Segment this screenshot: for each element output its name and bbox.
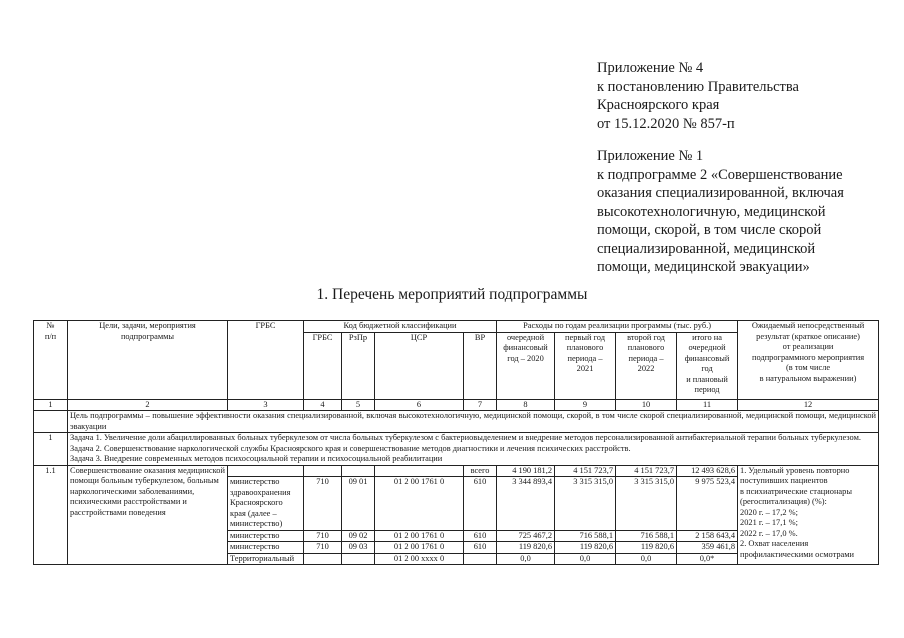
appendix-1-header (597, 147, 844, 277)
grbs-line: здравоохранения (230, 487, 291, 497)
header-goals: Цели, задачи, мероприятия подпрограммы (68, 321, 228, 400)
column-number: 12 (738, 399, 879, 411)
appendix-4-line: от 15.12.2020 № 857-п (597, 115, 735, 132)
row-2021: 3 315 315,0 (555, 477, 616, 531)
task-3-text: Задача 3. Внедрение современных методов психосоциальной терапии и психосоциальной реабилитации (70, 454, 443, 463)
result-line: 2021 г. – 17,1 %; (740, 518, 798, 527)
row-kbk-grbs: 710 (304, 530, 342, 542)
result-line: 2022 г. – 17,0 %. (740, 528, 798, 538)
result-line: поступивших пациентов (740, 476, 828, 485)
result-line: 2020 г. – 17,2 %; (740, 507, 798, 517)
grbs-line: министерство (230, 477, 280, 486)
column-number: 7 (464, 399, 497, 411)
row-vr: 610 (464, 542, 497, 554)
goal-num-cell (34, 411, 68, 433)
total-kbk-grbs-cell (304, 465, 342, 477)
column-number: 1 (34, 399, 68, 411)
appendix-1-line: специализированной, медицинской (597, 240, 816, 257)
header-kbk-vr: ВР (464, 332, 497, 399)
column-number: 5 (342, 399, 375, 411)
row-csr: 01 2 00 xxxx 0 (375, 553, 464, 565)
row-2021: 0,0 (555, 553, 616, 565)
row-vr: 610 (464, 477, 497, 531)
row-2020: 0,0 (497, 553, 555, 565)
row-vr: 610 (464, 530, 497, 542)
header-year-2022: второй год планового периода – 2022 (616, 332, 677, 399)
table-row-grbs (228, 553, 304, 565)
header-kbk-csr: ЦСР (375, 332, 464, 399)
grbs-line: Красноярского (230, 498, 283, 507)
total-grbs-cell (228, 465, 304, 477)
grbs-line: министерство (230, 542, 280, 551)
appendix-4-line: к постановлению Правительства (597, 78, 799, 95)
total-2020: 4 190 181,2 (497, 465, 555, 477)
goal-text: Цель подпрограммы – повышение эффективности оказания специализированной, включая высокотехнологичную, медицинской помощи, скорой, в том числе скорой специализированной, медицинской помощи, медицинской эвакуации (68, 411, 879, 433)
measures-table (33, 320, 879, 565)
header-num: № п/п (34, 321, 68, 400)
column-number: 2 (68, 399, 228, 411)
row-rzpr (342, 553, 375, 565)
total-sum: 12 493 628,6 (677, 465, 738, 477)
row-csr: 01 2 00 1761 0 (375, 542, 464, 554)
appendix-1-line: оказания специализированной, включая (597, 185, 844, 201)
appendix-4-header (597, 59, 799, 133)
header-grbs: ГРБС (228, 321, 304, 400)
total-2022: 4 151 723,7 (616, 465, 677, 477)
header-year-2020: очередной финансовый год – 2020 (497, 332, 555, 399)
grbs-line: министерство (230, 530, 280, 540)
column-number: 11 (677, 399, 738, 411)
header-kbk-grbs: ГРБС (304, 332, 342, 399)
header-year-2021: первый год планового периода – 2021 (555, 332, 616, 399)
result-cell (738, 465, 879, 565)
appendix-1-line: высокотехнологичную, медицинской (597, 203, 826, 220)
appendix-1-line: помощи, медицинской эвакуации» (597, 259, 810, 275)
row-rzpr: 09 01 (342, 477, 375, 531)
row-2022: 119 820,6 (616, 542, 677, 554)
total-csr-cell (375, 465, 464, 477)
row-total: 359 461,8 (677, 542, 738, 554)
row-vr (464, 553, 497, 565)
row-kbk-grbs: 710 (304, 477, 342, 531)
header-total: итого на очередной финансовый год и плановый период (677, 332, 738, 399)
row-total: 9 975 523,4 (677, 477, 738, 531)
row-2020: 3 344 893,4 (497, 477, 555, 531)
header-kbk: Код бюджетной классификации (304, 321, 497, 333)
column-number: 9 (555, 399, 616, 411)
total-label: всего (464, 465, 497, 477)
appendix-4-line: Приложение № 4 (597, 60, 704, 76)
appendix-1-line: Приложение № 1 (597, 148, 704, 164)
appendix-4-line: Красноярского края (597, 97, 720, 113)
task-num: 1 (34, 433, 68, 466)
total-rzpr-cell (342, 465, 375, 477)
header-expenses: Расходы по годам реализации программы (тыс. руб.) (497, 321, 738, 333)
row-2021: 119 820,6 (555, 542, 616, 554)
total-2021: 4 151 723,7 (555, 465, 616, 477)
table-row-grbs (228, 530, 304, 542)
result-line: 1. Удельный уровень повторно (740, 465, 850, 475)
row-total: 0,0* (677, 553, 738, 565)
task-text (68, 433, 879, 466)
column-number: 3 (228, 399, 304, 411)
header-result: Ожидаемый непосредственный результат (краткое описание) от реализации подпрограммного мероприятия (в том числе в натуральном выражении) (738, 321, 879, 400)
table-row-grbs (228, 542, 304, 554)
row-2022: 0,0 (616, 553, 677, 565)
table-row-grbs (228, 477, 304, 531)
column-number: 10 (616, 399, 677, 411)
row-rzpr: 09 02 (342, 530, 375, 542)
grbs-line: Территориальный (230, 553, 295, 563)
result-line: профилактическими осмотрами (740, 549, 855, 559)
row-kbk-grbs (304, 553, 342, 565)
appendix-1-line: к подпрограмме 2 «Совершенствование (597, 166, 843, 183)
column-number: 8 (497, 399, 555, 411)
row-csr: 01 2 00 1761 0 (375, 477, 464, 531)
row-csr: 01 2 00 1761 0 (375, 530, 464, 542)
result-line: 2. Охват населения (740, 539, 809, 548)
row-rzpr: 09 03 (342, 542, 375, 554)
item-num: 1.1 (34, 465, 68, 565)
column-number: 6 (375, 399, 464, 411)
result-line: в психиатрические стационары (740, 486, 852, 496)
row-2022: 716 588,1 (616, 530, 677, 542)
page-title: 1. Перечень мероприятий подпрограммы (316, 286, 588, 303)
row-kbk-grbs: 710 (304, 542, 342, 554)
row-2021: 716 588,1 (555, 530, 616, 542)
result-line: (регоспитализация) (%): (740, 497, 827, 506)
row-2020: 725 467,2 (497, 530, 555, 542)
row-2022: 3 315 315,0 (616, 477, 677, 531)
grbs-line: края (далее – (230, 508, 277, 518)
row-2020: 119 820,6 (497, 542, 555, 554)
column-number: 4 (304, 399, 342, 411)
item-text: Совершенствование оказания медицинской помощи больным туберкулезом, больным наркологическими заболеваниями, психическими расстройствами и расстройствами поведения (68, 465, 228, 565)
task-1-2-text: Задача 1. Увеличение доли абациллированных больных туберкулезом от числа больных туберкулезом с бактериовыделением и внедрение методов персонализированной антибактериальной терапии больных туберкулезом. Задача 2. Совершенствование наркологической службы Красноярского края и совершенствование методов диагностики и лечения психических расстройств. (70, 433, 861, 453)
appendix-1-line: помощи, скорой, в том числе скорой (597, 222, 822, 238)
header-kbk-rzpr: РзПр (342, 332, 375, 399)
grbs-line: министерство) (230, 519, 283, 528)
row-total: 2 158 643,4 (677, 530, 738, 542)
